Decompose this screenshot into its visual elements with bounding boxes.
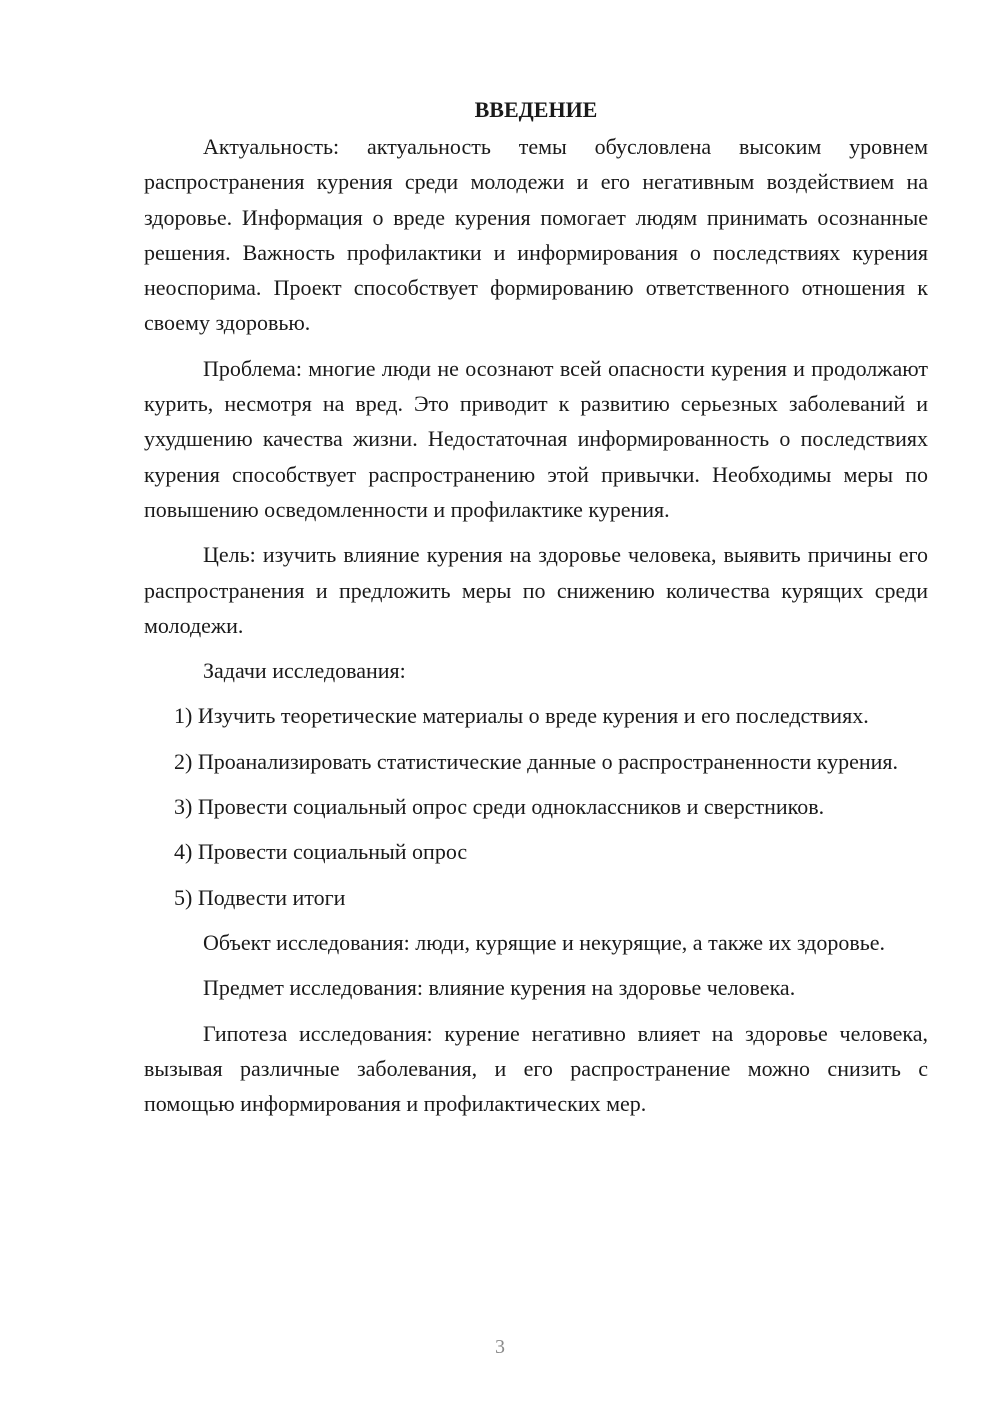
task-item-5: 5) Подвести итоги bbox=[174, 884, 346, 910]
section-title: ВВЕДЕНИЕ bbox=[474, 97, 598, 122]
paragraph-object: Объект исследования: люди, курящие и некурящие, а также их здоровье. bbox=[203, 929, 886, 955]
paragraph-problem: Проблема: многие люди не осознают всей опасности курения и продолжают курить, несмотря на вред. Это приводит к развитию серьезных заболеваний и ухудшению качества жизни. Недостаточная информированность о последствиях курения способствует распространению этой привычки. Необходимы меры по повышению осведомленности и профилактике курения. bbox=[144, 355, 928, 522]
paragraph-goal: Цель: изучить влияние курения на здоровье человека, выявить причины его распространения и предложить меры по снижению количества курящих среди молодежи. bbox=[144, 542, 928, 638]
task-item-1: 1) Изучить теоретические материалы о вреде курения и его последствиях. bbox=[174, 703, 869, 729]
paragraph-relevance: Актуальность: актуальность темы обусловлена высоким уровнем распространения курения среди молодежи и его негативным воздействием на здоровье. Информация о вреде курения помогает людям принимать осознанные решения. Важность профилактики и информирования о последствиях курения неоспорима. Проект способствует формированию ответственного отношения к своему здоровью. bbox=[144, 134, 928, 336]
paragraph-hypothesis: Гипотеза исследования: курение негативно влияет на здоровье человека, вызывая различные заболевания, и его распространение можно снизить с помощью информирования и профилактических мер. bbox=[144, 1020, 928, 1117]
paragraph-subject: Предмет исследования: влияние курения на здоровье человека. bbox=[203, 975, 796, 1001]
task-item-4: 4) Провести социальный опрос bbox=[174, 839, 468, 865]
tasks-heading: Задачи исследования: bbox=[203, 658, 406, 684]
task-item-2: 2) Проанализировать статистические данные о распространенности курения. bbox=[174, 748, 899, 774]
task-item-3: 3) Провести социальный опрос среди одноклассников и сверстников. bbox=[174, 794, 825, 820]
page-number: 3 bbox=[495, 1336, 505, 1358]
document-page bbox=[144, 92, 928, 1131]
